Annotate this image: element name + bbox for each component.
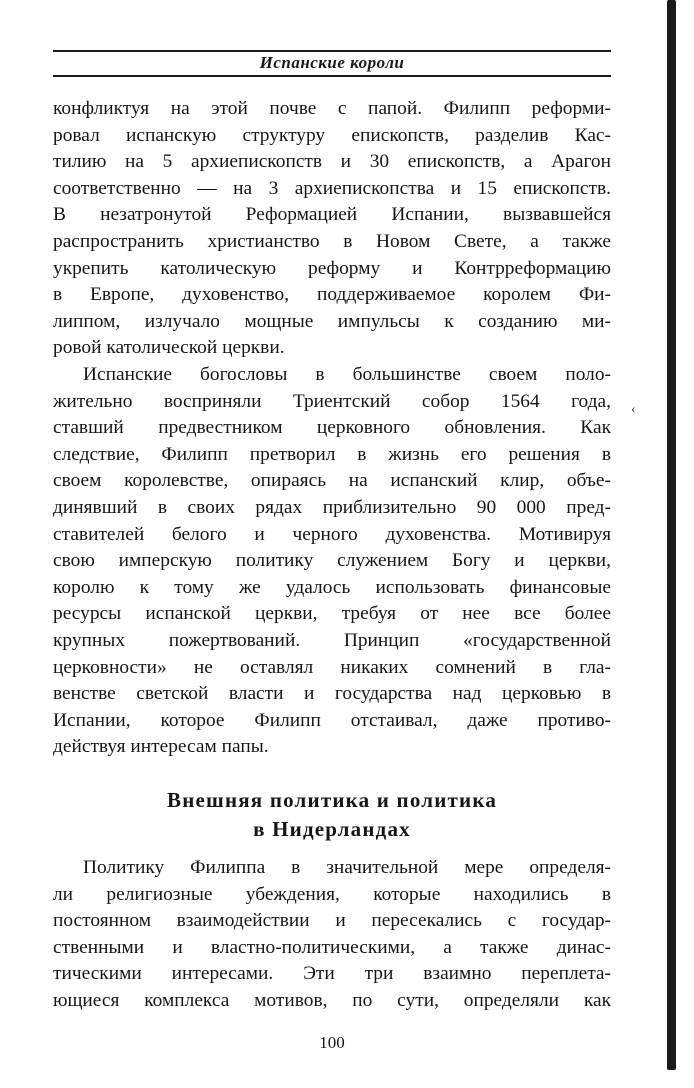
text-line: ставший предвестником церковного обновления. Как (53, 417, 611, 439)
header-rule-bottom (53, 75, 611, 77)
text-line: Испании, которое Филипп отстаивал, даже противо- (53, 709, 611, 731)
text-line: ровой католической церкви. (53, 337, 285, 359)
text-line: ли религиозные убеждения, которые находились в (53, 883, 611, 905)
book-spine-shadow (667, 0, 676, 1070)
section-heading-line-2: в Нидерландах (253, 817, 411, 841)
text-line: тилию на 5 архиепископств и 30 епископств, а Арагон (53, 151, 611, 173)
text-line: укрепить католическую реформу и Контрреформацию (53, 257, 611, 279)
text-line: динявший в своих рядах приблизительно 90 000 пред- (53, 496, 611, 518)
text-line: ставителей белого и черного духовенства. Мотивируя (53, 523, 611, 545)
text-line: своем королевстве, опираясь на испанский клир, объе- (53, 470, 611, 492)
text-line: Политику Филиппа в значительной мере определя- (83, 857, 611, 878)
page-number: 100 (319, 1033, 345, 1052)
text-line: жительно восприняли Триентский собор 1564 года, (53, 390, 611, 412)
text-line: конфликтуя на этой почве с папой. Филипп реформи- (53, 98, 611, 119)
text-line: венстве светской власти и государства над церковью в (53, 683, 611, 705)
text-line: ственными и властно-политическими, а также динас- (53, 936, 611, 958)
section-heading-line-1: Внешняя политика и политика (166, 788, 498, 812)
text-line: в Европе, духовенство, поддерживаемое королем Фи- (53, 284, 611, 306)
text-line: Испанские богословы в большинстве своем поло- (83, 364, 611, 385)
text-line: распространить христианство в Новом Свете, а также (53, 230, 611, 252)
text-line: тическими интересами. Эти три взаимно переплета- (53, 963, 611, 985)
text-line: В незатронутой Реформацией Испании, вызвавшейся (53, 204, 611, 226)
text-line: липпом, излучало мощные импульсы к созданию ми- (53, 310, 611, 332)
text-line: действуя интересам папы. (53, 736, 269, 758)
text-line: церковности» не оставлял никаких сомнений в гла- (53, 656, 611, 678)
margin-mark-icon: ‹ (631, 402, 636, 417)
paragraph-3 (53, 855, 611, 1015)
text-line: следствие, Филипп претворил в жизнь его решения в (53, 443, 611, 465)
text-line: соответственно — на 3 архиепископства и 15 епископств. (53, 177, 611, 199)
paragraph-1 (53, 96, 611, 362)
text-line: ровал испанскую структуру епископств, разделив Кас- (53, 124, 611, 146)
text-line: ресурсы испанской церкви, требуя от нее все более (53, 603, 611, 625)
running-title: Испанские короли (259, 53, 405, 72)
section-heading (53, 786, 611, 844)
text-line: свою имперскую политику служением Богу и церкви, (53, 550, 611, 572)
text-line: постоянном взаимодействии и пересекались с государ- (53, 910, 611, 932)
text-line: ющиеся комплекса мотивов, по сути, определяли как (53, 989, 611, 1011)
paragraph-2 (53, 362, 611, 761)
text-line: крупных пожертвований. Принцип «государственной (53, 629, 611, 651)
text-line: королю к тому же удалось использовать финансовые (53, 576, 611, 598)
